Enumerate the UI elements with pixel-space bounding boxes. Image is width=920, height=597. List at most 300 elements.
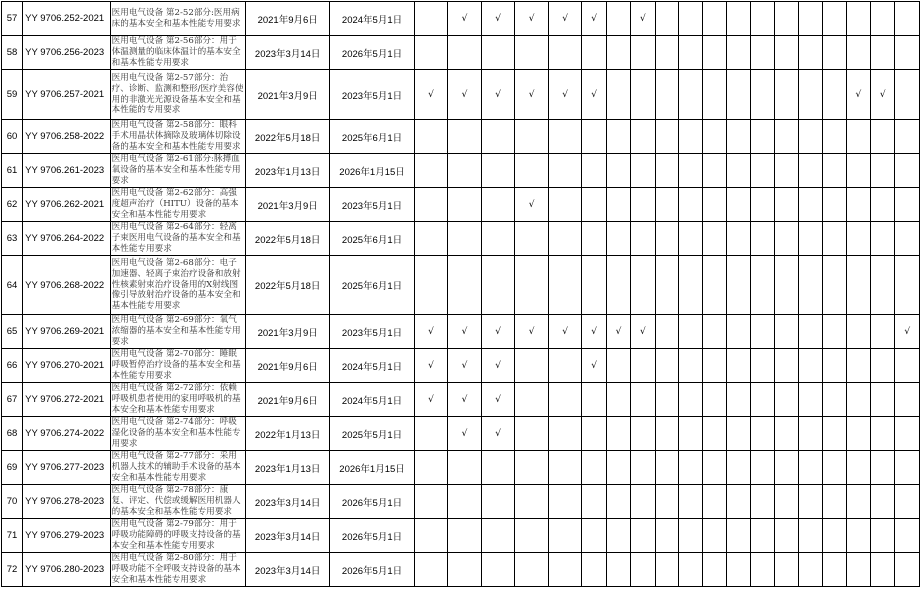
- empty-cell: [655, 383, 679, 417]
- empty-cell: [775, 256, 799, 315]
- empty-cell: [727, 2, 751, 36]
- check-mark: √: [481, 349, 515, 383]
- empty-cell: [515, 485, 549, 519]
- empty-cell: [895, 383, 920, 417]
- empty-cell: [798, 451, 822, 485]
- standard-code: YY 9706.257-2021: [23, 70, 111, 120]
- standard-title: 医用电气设备 第2-72部分：依赖呼吸机患者使用的家用呼吸机的基本安全和基本性能专用要求: [110, 383, 245, 417]
- empty-cell: [515, 120, 549, 154]
- check-mark: √: [582, 315, 606, 349]
- empty-cell: [414, 519, 448, 553]
- check-mark: √: [548, 2, 582, 36]
- empty-cell: [703, 188, 727, 222]
- implement-date: 2026年5月1日: [330, 36, 414, 70]
- empty-cell: [606, 349, 630, 383]
- empty-cell: [448, 222, 482, 256]
- empty-cell: [631, 154, 655, 188]
- check-mark: √: [414, 383, 448, 417]
- empty-cell: [515, 154, 549, 188]
- empty-cell: [703, 36, 727, 70]
- empty-cell: [846, 256, 870, 315]
- empty-cell: [798, 349, 822, 383]
- table-row: [2, 485, 920, 519]
- empty-cell: [798, 256, 822, 315]
- row-number: 61: [2, 154, 23, 188]
- standard-title: 医用电气设备 第2-80部分：用于呼吸功能不全呼吸支持设备的基本安全和基本性能专用要求: [110, 553, 245, 587]
- empty-cell: [631, 553, 655, 587]
- empty-cell: [895, 553, 920, 587]
- empty-cell: [822, 553, 846, 587]
- check-mark: √: [895, 315, 920, 349]
- empty-cell: [655, 120, 679, 154]
- empty-cell: [481, 188, 515, 222]
- empty-cell: [895, 70, 920, 120]
- empty-cell: [871, 222, 895, 256]
- empty-cell: [414, 120, 448, 154]
- empty-cell: [727, 36, 751, 70]
- empty-cell: [679, 222, 703, 256]
- empty-cell: [679, 553, 703, 587]
- empty-cell: [631, 485, 655, 519]
- standard-code: YY 9706.268-2022: [23, 256, 111, 315]
- empty-cell: [414, 417, 448, 451]
- empty-cell: [703, 485, 727, 519]
- empty-cell: [846, 2, 870, 36]
- empty-cell: [548, 188, 582, 222]
- check-mark: √: [481, 2, 515, 36]
- empty-cell: [631, 222, 655, 256]
- empty-cell: [895, 120, 920, 154]
- check-mark: √: [515, 70, 549, 120]
- empty-cell: [481, 36, 515, 70]
- empty-cell: [548, 485, 582, 519]
- empty-cell: [775, 154, 799, 188]
- check-mark: √: [448, 70, 482, 120]
- empty-cell: [679, 188, 703, 222]
- publish-date: 2023年1月13日: [245, 154, 329, 188]
- publish-date: 2023年3月14日: [245, 519, 329, 553]
- implement-date: 2026年5月1日: [330, 519, 414, 553]
- row-number: 72: [2, 553, 23, 587]
- check-mark: √: [414, 315, 448, 349]
- empty-cell: [751, 383, 775, 417]
- empty-cell: [631, 188, 655, 222]
- empty-cell: [548, 417, 582, 451]
- empty-cell: [871, 315, 895, 349]
- publish-date: 2023年3月14日: [245, 553, 329, 587]
- standard-title: 医用电气设备 第2-61部分:脉搏血氧设备的基本安全和基本性能专用要求: [110, 154, 245, 188]
- empty-cell: [548, 519, 582, 553]
- standard-title: 医用电气设备 第2-77部分：采用机器人技术的辅助手术设备的基本安全和基本性能专用要求: [110, 451, 245, 485]
- standard-code: YY 9706.262-2021: [23, 188, 111, 222]
- empty-cell: [606, 256, 630, 315]
- empty-cell: [727, 256, 751, 315]
- table-row: [2, 120, 920, 154]
- empty-cell: [727, 451, 751, 485]
- empty-cell: [895, 256, 920, 315]
- empty-cell: [679, 120, 703, 154]
- empty-cell: [751, 188, 775, 222]
- empty-cell: [703, 2, 727, 36]
- empty-cell: [414, 485, 448, 519]
- row-number: 60: [2, 120, 23, 154]
- empty-cell: [448, 256, 482, 315]
- empty-cell: [631, 256, 655, 315]
- check-mark: √: [448, 417, 482, 451]
- empty-cell: [703, 451, 727, 485]
- empty-cell: [655, 519, 679, 553]
- empty-cell: [606, 417, 630, 451]
- empty-cell: [751, 315, 775, 349]
- row-number: 66: [2, 349, 23, 383]
- empty-cell: [703, 256, 727, 315]
- empty-cell: [822, 315, 846, 349]
- empty-cell: [798, 383, 822, 417]
- empty-cell: [775, 36, 799, 70]
- empty-cell: [515, 36, 549, 70]
- empty-cell: [751, 36, 775, 70]
- empty-cell: [679, 2, 703, 36]
- empty-cell: [515, 553, 549, 587]
- check-mark: √: [515, 188, 549, 222]
- implement-date: 2025年6月1日: [330, 256, 414, 315]
- standard-code: YY 9706.277-2023: [23, 451, 111, 485]
- check-mark: √: [846, 70, 870, 120]
- table-row: [2, 2, 920, 36]
- empty-cell: [655, 222, 679, 256]
- publish-date: 2021年3月9日: [245, 315, 329, 349]
- empty-cell: [548, 120, 582, 154]
- empty-cell: [798, 120, 822, 154]
- empty-cell: [679, 417, 703, 451]
- table-row: [2, 417, 920, 451]
- standard-code: YY 9706.269-2021: [23, 315, 111, 349]
- implement-date: 2024年5月1日: [330, 2, 414, 36]
- empty-cell: [775, 417, 799, 451]
- empty-cell: [548, 36, 582, 70]
- empty-cell: [822, 519, 846, 553]
- empty-cell: [606, 383, 630, 417]
- standard-title: 医用电气设备 第2-69部分：氧气浓缩器的基本安全和基本性能专用要求: [110, 315, 245, 349]
- empty-cell: [481, 154, 515, 188]
- empty-cell: [448, 188, 482, 222]
- empty-cell: [582, 222, 606, 256]
- empty-cell: [679, 519, 703, 553]
- empty-cell: [775, 519, 799, 553]
- empty-cell: [775, 553, 799, 587]
- standard-code: YY 9706.252-2021: [23, 2, 111, 36]
- row-number: 68: [2, 417, 23, 451]
- empty-cell: [775, 315, 799, 349]
- empty-cell: [775, 485, 799, 519]
- empty-cell: [679, 256, 703, 315]
- implement-date: 2025年6月1日: [330, 222, 414, 256]
- empty-cell: [655, 70, 679, 120]
- check-mark: √: [631, 315, 655, 349]
- empty-cell: [727, 383, 751, 417]
- empty-cell: [775, 188, 799, 222]
- empty-cell: [895, 349, 920, 383]
- row-number: 69: [2, 451, 23, 485]
- check-mark: √: [414, 349, 448, 383]
- empty-cell: [631, 120, 655, 154]
- row-number: 64: [2, 256, 23, 315]
- empty-cell: [631, 70, 655, 120]
- publish-date: 2021年3月9日: [245, 188, 329, 222]
- empty-cell: [515, 349, 549, 383]
- standard-title: 医用电气设备 第2-64部分：轻离子束医用电气设备的基本安全和基本性能专用要求: [110, 222, 245, 256]
- empty-cell: [822, 120, 846, 154]
- empty-cell: [727, 349, 751, 383]
- empty-cell: [871, 349, 895, 383]
- empty-cell: [751, 120, 775, 154]
- empty-cell: [655, 417, 679, 451]
- empty-cell: [871, 451, 895, 485]
- empty-cell: [679, 451, 703, 485]
- empty-cell: [448, 485, 482, 519]
- empty-cell: [414, 2, 448, 36]
- standard-title: 医用电气设备 第2-78部分：康复、评定、代偿或缓解医用机器人的基本安全和基本性能专用要求: [110, 485, 245, 519]
- empty-cell: [448, 519, 482, 553]
- empty-cell: [751, 70, 775, 120]
- empty-cell: [727, 553, 751, 587]
- empty-cell: [822, 256, 846, 315]
- empty-cell: [655, 553, 679, 587]
- empty-cell: [606, 120, 630, 154]
- empty-cell: [895, 519, 920, 553]
- empty-cell: [751, 349, 775, 383]
- empty-cell: [703, 315, 727, 349]
- empty-cell: [631, 36, 655, 70]
- table-row: [2, 519, 920, 553]
- check-mark: √: [631, 2, 655, 36]
- table-row: [2, 383, 920, 417]
- row-number: 63: [2, 222, 23, 256]
- publish-date: 2021年9月6日: [245, 383, 329, 417]
- empty-cell: [414, 553, 448, 587]
- standard-code: YY 9706.261-2023: [23, 154, 111, 188]
- empty-cell: [727, 519, 751, 553]
- empty-cell: [515, 451, 549, 485]
- check-mark: √: [515, 2, 549, 36]
- empty-cell: [582, 553, 606, 587]
- check-mark: √: [448, 2, 482, 36]
- check-mark: √: [414, 70, 448, 120]
- empty-cell: [871, 553, 895, 587]
- empty-cell: [582, 485, 606, 519]
- standard-code: YY 9706.278-2023: [23, 485, 111, 519]
- empty-cell: [582, 154, 606, 188]
- empty-cell: [751, 154, 775, 188]
- table-row: [2, 154, 920, 188]
- check-mark: √: [871, 70, 895, 120]
- empty-cell: [481, 120, 515, 154]
- empty-cell: [655, 485, 679, 519]
- empty-cell: [606, 222, 630, 256]
- empty-cell: [727, 120, 751, 154]
- empty-cell: [751, 485, 775, 519]
- empty-cell: [515, 417, 549, 451]
- empty-cell: [631, 451, 655, 485]
- empty-cell: [798, 485, 822, 519]
- empty-cell: [606, 188, 630, 222]
- empty-cell: [798, 70, 822, 120]
- empty-cell: [548, 451, 582, 485]
- empty-cell: [606, 485, 630, 519]
- check-mark: √: [548, 70, 582, 120]
- empty-cell: [871, 188, 895, 222]
- check-mark: √: [606, 315, 630, 349]
- publish-date: 2023年1月13日: [245, 451, 329, 485]
- empty-cell: [582, 120, 606, 154]
- table-row: [2, 70, 920, 120]
- row-number: 58: [2, 36, 23, 70]
- check-mark: √: [448, 383, 482, 417]
- standard-title: 医用电气设备 第2-58部分：眼科手术用晶状体摘除及玻璃体切除设备的基本安全和基本性能专用要求: [110, 120, 245, 154]
- empty-cell: [846, 154, 870, 188]
- empty-cell: [895, 2, 920, 36]
- implement-date: 2026年1月15日: [330, 451, 414, 485]
- empty-cell: [515, 383, 549, 417]
- empty-cell: [798, 417, 822, 451]
- empty-cell: [846, 383, 870, 417]
- empty-cell: [703, 383, 727, 417]
- standard-code: YY 9706.274-2022: [23, 417, 111, 451]
- empty-cell: [631, 349, 655, 383]
- standard-code: YY 9706.279-2023: [23, 519, 111, 553]
- empty-cell: [846, 451, 870, 485]
- check-mark: √: [481, 70, 515, 120]
- empty-cell: [846, 417, 870, 451]
- empty-cell: [414, 188, 448, 222]
- empty-cell: [515, 519, 549, 553]
- table-row: [2, 553, 920, 587]
- empty-cell: [895, 417, 920, 451]
- empty-cell: [548, 349, 582, 383]
- empty-cell: [582, 417, 606, 451]
- empty-cell: [703, 553, 727, 587]
- empty-cell: [679, 36, 703, 70]
- publish-date: 2023年3月14日: [245, 485, 329, 519]
- empty-cell: [548, 222, 582, 256]
- empty-cell: [798, 222, 822, 256]
- empty-cell: [775, 383, 799, 417]
- empty-cell: [871, 154, 895, 188]
- empty-cell: [751, 2, 775, 36]
- empty-cell: [846, 36, 870, 70]
- empty-cell: [414, 36, 448, 70]
- empty-cell: [582, 519, 606, 553]
- check-mark: √: [481, 315, 515, 349]
- empty-cell: [822, 2, 846, 36]
- empty-cell: [679, 349, 703, 383]
- empty-cell: [414, 451, 448, 485]
- empty-cell: [727, 417, 751, 451]
- standard-code: YY 9706.280-2023: [23, 553, 111, 587]
- empty-cell: [606, 451, 630, 485]
- empty-cell: [798, 188, 822, 222]
- standard-title: 医用电气设备 第2-79部分：用于呼吸功能障碍的呼吸支持设备的基本安全和基本性能专用要求: [110, 519, 245, 553]
- empty-cell: [548, 256, 582, 315]
- empty-cell: [655, 349, 679, 383]
- empty-cell: [822, 222, 846, 256]
- implement-date: 2026年5月1日: [330, 553, 414, 587]
- table-row: [2, 315, 920, 349]
- empty-cell: [582, 451, 606, 485]
- empty-cell: [798, 154, 822, 188]
- empty-cell: [481, 553, 515, 587]
- empty-cell: [631, 519, 655, 553]
- check-mark: √: [448, 315, 482, 349]
- empty-cell: [775, 349, 799, 383]
- empty-cell: [655, 188, 679, 222]
- empty-cell: [846, 222, 870, 256]
- standard-title: 医用电气设备 第2-68部分：电子加速器、轻离子束治疗设备和放射性核素射束治疗设备用的X射线图像引导放射治疗设备的基本安全和基本性能专用要求: [110, 256, 245, 315]
- implement-date: 2026年5月1日: [330, 485, 414, 519]
- empty-cell: [798, 2, 822, 36]
- empty-cell: [679, 485, 703, 519]
- publish-date: 2023年3月14日: [245, 36, 329, 70]
- implement-date: 2023年5月1日: [330, 188, 414, 222]
- empty-cell: [703, 222, 727, 256]
- standard-title: 医用电气设备 第2-70部分：睡眠呼吸暂停治疗设备的基本安全和基本性能专用要求: [110, 349, 245, 383]
- empty-cell: [751, 553, 775, 587]
- row-number: 67: [2, 383, 23, 417]
- empty-cell: [751, 222, 775, 256]
- empty-cell: [703, 519, 727, 553]
- empty-cell: [448, 154, 482, 188]
- standard-code: YY 9706.272-2021: [23, 383, 111, 417]
- empty-cell: [871, 256, 895, 315]
- empty-cell: [798, 36, 822, 70]
- empty-cell: [606, 553, 630, 587]
- empty-cell: [822, 383, 846, 417]
- empty-cell: [895, 451, 920, 485]
- empty-cell: [846, 315, 870, 349]
- empty-cell: [606, 36, 630, 70]
- implement-date: 2024年5月1日: [330, 383, 414, 417]
- empty-cell: [582, 383, 606, 417]
- empty-cell: [703, 417, 727, 451]
- empty-cell: [515, 222, 549, 256]
- empty-cell: [727, 188, 751, 222]
- empty-cell: [727, 315, 751, 349]
- standard-code: YY 9706.256-2023: [23, 36, 111, 70]
- standard-title: 医用电气设备 第2-56部分：用于体温测量的临床体温计的基本安全和基本性能专用要求: [110, 36, 245, 70]
- empty-cell: [822, 451, 846, 485]
- table-row: [2, 451, 920, 485]
- empty-cell: [871, 383, 895, 417]
- empty-cell: [822, 349, 846, 383]
- table-row: [2, 349, 920, 383]
- empty-cell: [775, 70, 799, 120]
- empty-cell: [871, 485, 895, 519]
- publish-date: 2021年3月9日: [245, 70, 329, 120]
- empty-cell: [679, 383, 703, 417]
- row-number: 70: [2, 485, 23, 519]
- empty-cell: [798, 553, 822, 587]
- check-mark: √: [582, 349, 606, 383]
- check-mark: √: [481, 417, 515, 451]
- empty-cell: [775, 120, 799, 154]
- publish-date: 2021年9月6日: [245, 349, 329, 383]
- standard-code: YY 9706.258-2022: [23, 120, 111, 154]
- empty-cell: [655, 2, 679, 36]
- empty-cell: [727, 70, 751, 120]
- implement-date: 2025年6月1日: [330, 120, 414, 154]
- publish-date: 2021年9月6日: [245, 2, 329, 36]
- empty-cell: [631, 417, 655, 451]
